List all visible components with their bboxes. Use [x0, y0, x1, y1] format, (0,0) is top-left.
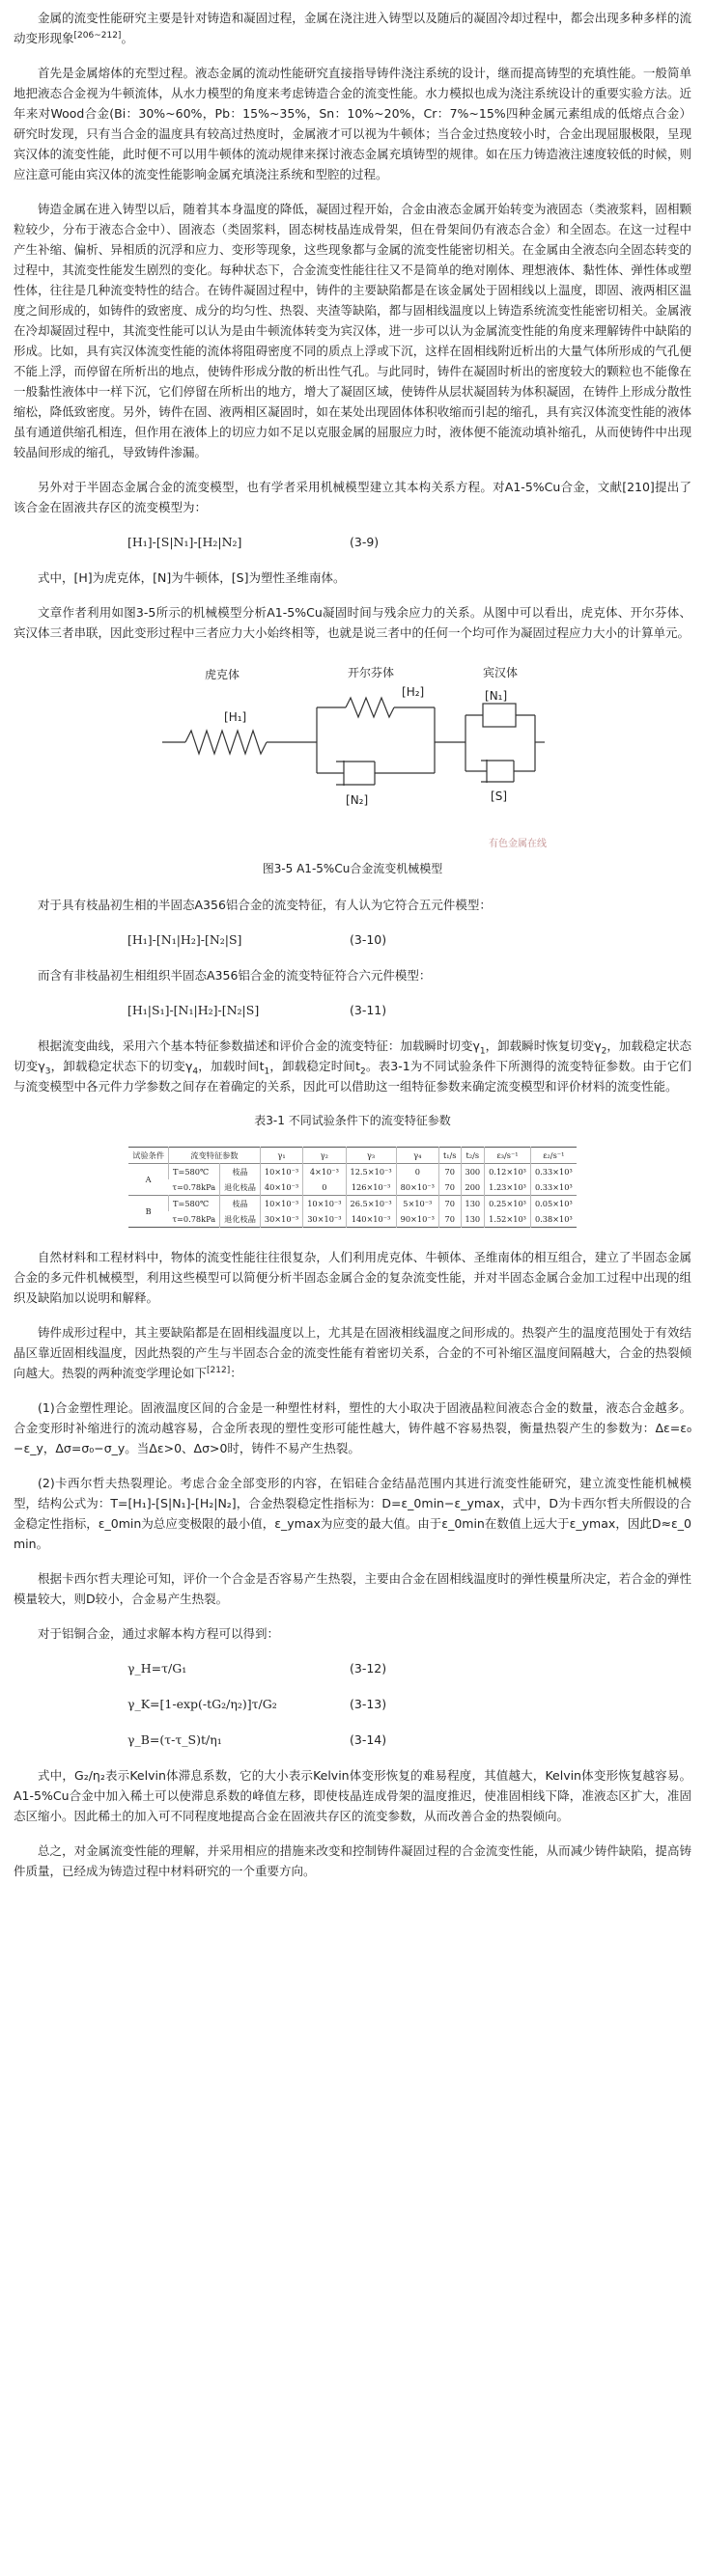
table-group-label: A [145, 1175, 152, 1184]
table-cell: 0.12×10³ [485, 1164, 531, 1180]
paragraph-filling: 首先是金属熔体的充型过程。液态金属的流动性能研究直接指导铸件浇注系统的设计，继而提高铸型的充填性能。一般简单地把液态合金视为牛顿流体，从水力模型的角度来考虑铸造合金的流变性能。水力模拟也成为浇注系统设计的重要实验方法。近年来对Wood合金(Bi：30%~60%，Pb：15%~35%，Sn：10%~20%，Cr：7%~15%四种金属元素组成的低熔点合金）研究时发现，只有当合金的温度具有较高过热度时，金属液才可以视为牛顿体；当合金过热度较小时，合金出现屈服极限，呈现宾汉体的流变性能，此时便不可以用牛顿体的流动规律来探讨液态金属充填铸型的规律。如在压力铸造液注速度较低的时候，则应注意可能由宾汉体的流变性能影响金属充填浇注系统和型腔的过程。 [14, 66, 691, 181]
formula-3-11: [H₁|S₁]-[N₁|H₂]-[N₂|S] (3-11) [127, 1003, 387, 1017]
table-cell: 300 [461, 1164, 485, 1180]
paragraph-plasticity-theory: (1)合金塑性理论。固液温度区间的合金是一种塑性材料，塑性的大小取决于固液晶粒间液态合金的数量，液态合金越多。合金变形时补缩进行的流动越容易，合金所表现的塑性变形可能性越大，铸件越不容易热裂，衡量热裂产生的参数为：Δε=ε₀−ε_y，Δσ=σ₀−σ_y。当Δε>0、Δσ>0时，铸件不易产生热裂。 [14, 1400, 691, 1455]
paragraph-elastic-modulus: 根据卡西尔哲夫理论可知，评价一个合金是否容易产生热裂，主要由合金在固相线温度时的弹性模量所决定，若合金的弹性模量较大，则D较小，合金易产生热裂。 [14, 1571, 691, 1606]
figure-watermark: 有色金属在线 [489, 839, 547, 849]
table-caption: 表3-1 不同试验条件下的流变特征参数 [254, 1114, 451, 1127]
kelvin-h2-label: [H₂] [402, 685, 425, 699]
paragraph-mechanical-model: 另外对于半固态金属合金的流变模型，也有学者采用机械模型建立其本构关系方程。对A1-5%Cu合金，文献[210]提出了该合金在固液共存区的流变模型为： [14, 480, 691, 514]
paragraph-figure-ref: 文章作者利用如图3-5所示的机械模型分析A1-5%Cu凝固时间与残余应力的关系。从图中可以看出，虎克体、开尔芬体、宾汉体三者串联，因此变形过程中三者应力大小始终相等，也就是说三者中的任何一个均可作为凝固过程应力大小的计算单元。 [14, 605, 691, 640]
formula-3-13: γ_K=[1-exp(-tG₂/η₂)]τ/G₂ (3-13) [127, 1697, 387, 1711]
table-row [128, 1179, 576, 1196]
figure-caption: 图3-5 A1-5%Cu合金流变机械模型 [262, 862, 443, 875]
table-condition: τ=0.78kPa [172, 1214, 216, 1224]
bingham-body-label: 宾汉体 [483, 666, 519, 679]
table-header-cell: ε₂/s⁻¹ [530, 1148, 576, 1164]
bingham-s-label: [S] [491, 789, 507, 803]
paragraph-kelvin-coefficient: 式中，G₂/η₂表示Kelvin体滞息系数，它的大小表示Kelvin体变形恢复的难易程度，其值越大，Kelvin体变形恢复越容易。A1-5%Cu合金中加入稀土可以使滞息系数的峰值左移，即使枝晶连成骨架的温度推迟，使准固相线下降，准液态区扩大，准固态区缩小。因此稀土的加入可不同程度地提高合金在固液共存区的流变参数，从而改善合金的热裂倾向。 [14, 1768, 691, 1823]
table-cell: 0.33×10³ [530, 1164, 576, 1180]
table-cell: 0 [396, 1164, 438, 1180]
table-cell: 5×10⁻³ [396, 1196, 438, 1212]
table-row [128, 1211, 576, 1228]
kelvin-body-label: 开尔芬体 [348, 666, 395, 679]
paragraph-parameters: 根据流变曲线，采用六个基本特征参数描述和评价合金的流变特征：加载瞬时切变$\gamma_1$，卸载瞬时恢复切变$\gamma_2$，加载稳定状态切变$\gamma_3$，卸载稳定状态下的切变$\gamma_4$，加载时间$t_1$，卸载稳定时间$t_2$。表3-1为不同试验条件下所测得的流变特征参数。由于它们与流变模型中各元件力学参数之间存在着确定的关系，因此可以借助这一组特征参数来确定流变模型和评价材料的流变性能。 [14, 1039, 691, 1094]
hooke-body-label: 虎克体 [205, 668, 240, 681]
table-header-cell: t₁/s [438, 1148, 461, 1164]
paragraph-kasirtsev-theory: (2)卡西尔哲夫热裂理论。考虑合金全部变形的内容，在铝硅合金结晶范围内其进行流变性能研究，建立流变性能机械模型，结构公式为：T=[H₁]-[S|N₁]-[H₂|N₂]，合金热裂稳定性指标为：D=ε_0min−ε_ymax，式中，D为卡西尔哲夫所假设的合金稳定性指标，ε_0min为总应变极限的最小值，ε_ymax为应变的最大值。由于ε_0min在数值上远大于ε_ymax，因此D≈ε_0min。 [14, 1476, 691, 1551]
formula-3-12: γ_H=τ/G₁ (3-12) [127, 1661, 387, 1676]
table-header-cell: γ₄ [396, 1148, 438, 1164]
table-cell: 80×10⁻³ [396, 1179, 438, 1196]
table-cell: 70 [438, 1196, 461, 1212]
table-row [128, 1164, 576, 1180]
table-cell: 30×10⁻³ [303, 1211, 346, 1228]
table-cell: 70 [438, 1164, 461, 1180]
table-cell: 40×10⁻³ [260, 1179, 302, 1196]
table-cell: 70 [438, 1211, 461, 1228]
paragraph-five-element: 对于具有枝晶初生相的半固态A356铝合金的流变特征，有人认为它符合五元件模型： [38, 898, 492, 912]
table-cell: 10×10⁻³ [260, 1196, 302, 1212]
bingham-n1-label: [N₁] [485, 689, 508, 703]
table-cell: 26.5×10⁻³ [346, 1196, 396, 1212]
table-condition: T=580℃ [169, 1196, 220, 1212]
table-row [128, 1196, 576, 1212]
paragraph-multi-element: 自然材料和工程材料中，物体的流变性能往往很复杂，人们利用虎克体、牛顿体、圣维南体的相互组合，建立了半固态金属合金的多元件机械模型，利用这些模型可以简便分析半固态金属合金的复杂流变性能，并对半固态金属合金加工过程中出现的组织及缺陷加以说明和解释。 [14, 1250, 691, 1305]
table-header-cell: ε₃/s⁻¹ [485, 1148, 531, 1164]
table-header-cell: γ₂ [303, 1148, 346, 1164]
table-cell: 0 [303, 1179, 346, 1196]
table-header-cell: γ₁ [260, 1148, 302, 1164]
table-condition: T=580℃ [169, 1164, 220, 1180]
paragraph-solidification: 铸造金属在进入铸型以后，随着其本身温度的降低，凝固过程开始，合金由液态金属开始转变为液固态（类液浆料，固相颗粒较少，分布于液态合金中）、固液态（类固浆料，固态树枝晶连成骨架，但在骨架间仍有液态合金）和全固态。在这一过程中产生补缩、偏析、异相质的沉浮和应力、变形等现象，这些现象都与金属的流变性能密切相关。在金属由全液态向全固态转变的过程中，其流变性能发生剧烈的变化。每种状态下，合金流变性能往往又不是简单的绝对刚体、理想液体、黏性体、弹性体或塑性体，往往是几种流变特性的结合。在铸件凝固过程中，铸件的主要缺陷都是在该金属处于固相线以上温度，即固、液两相区温度之间形成的，如铸件的致密度、成分的均匀性、热裂、夹渣等缺陷，都与固相线温度以上铸造系统流变性能密切相关。金属液在冷却凝固过程中，其流变性能可以认为是由牛顿流体转变为宾汉体，进一步可以认为金属流变性能的角度来理解铸件中缺陷的形成。比如，具有宾汉体流变性能的流体将阻碍密度不同的质点上浮或下沉，这样在固相线附近析出的大量气体所形成的气孔便不能上浮，而停留在所析出的地点，使铸件形成分散的析出性气孔。与此同时，铸件在凝固时析出的密度较大的颗粒也不能像在一般黏性液体中一样下沉，它们停留在所析出的地方，增大了凝固区域，使铸件从层状凝固转为体积凝固，在铸件上形成分散性缩松，降低致密度。另外，铸件在固、液两相区凝固时，如在某处出现固体体积收缩而引起的缩孔，具有宾汉体流变性能的液体虽有通道供缩孔相连，但作用在液体上的切应力如不足以克服金属的屈服应力时，液体便不能流动填补缩孔，从而使铸件中出现较晶间形成的缩孔，导致铸件渗漏。 [14, 202, 691, 459]
table-cell: 10×10⁻³ [303, 1196, 346, 1212]
table-cell: 10×10⁻³ [260, 1164, 302, 1180]
table-header-cell: 流变特征参数 [169, 1148, 261, 1164]
paragraph-al-cu-solution: 对于铝铜合金，通过求解本构方程可以得到： [38, 1626, 280, 1641]
table-cell: 枝晶 [220, 1196, 261, 1212]
table-cell: 0.25×10³ [485, 1196, 531, 1212]
table-cell: 30×10⁻³ [260, 1211, 302, 1228]
table-cell: 126×10⁻³ [346, 1179, 396, 1196]
formula-3-10: [H₁]-[N₁|H₂]-[N₂|S] (3-10) [127, 932, 387, 947]
table-cell: 1.52×10³ [485, 1211, 531, 1228]
paragraph-intro: 金属的流变性能研究主要是针对铸造和凝固过程，金属在浇注进入铸型以及随后的凝固冷却过程中，都会出现多种多样的流动变形现象[206~212]。 [14, 11, 691, 45]
table-cell: 0.38×10³ [530, 1211, 576, 1228]
table-cell: 90×10⁻³ [396, 1211, 438, 1228]
paragraph-six-element: 而含有非枝晶初生相组织半固态A356铝合金的流变特征符合六元件模型： [38, 968, 432, 983]
table-cell: 退化枝晶 [220, 1211, 261, 1228]
table-cell: 退化枝晶 [220, 1179, 261, 1196]
table-condition: τ=0.78kPa [172, 1182, 216, 1192]
table-header-cell: γ₃ [346, 1148, 396, 1164]
table-cell: 1.23×10³ [485, 1179, 531, 1196]
table-header-row [128, 1148, 576, 1164]
table-cell: 130 [461, 1211, 485, 1228]
rheology-parameter-table [128, 1147, 576, 1228]
mechanical-model-figure [14, 657, 691, 879]
table-cell: 140×10⁻³ [346, 1211, 396, 1228]
table-cell: 0.33×10³ [530, 1179, 576, 1196]
paragraph-legend-elements: 式中，[H]为虎克体，[N]为牛顿体，[S]为塑性圣维南体。 [38, 570, 346, 585]
hooke-h1-label: [H₁] [224, 710, 247, 724]
table-cell: 枝晶 [220, 1164, 261, 1180]
table-cell: 200 [461, 1179, 485, 1196]
table-header-cell: 试验条件 [132, 1150, 165, 1160]
table-cell: 130 [461, 1196, 485, 1212]
table-cell: 70 [438, 1179, 461, 1196]
formula-3-14: γ_B=(τ-τ_S)t/η₁ (3-14) [127, 1732, 387, 1747]
mechanical-model-diagram [155, 657, 550, 855]
table-cell: 4×10⁻³ [303, 1164, 346, 1180]
paragraph-summary: 总之，对金属流变性能的理解，并采用相应的措施来改变和控制铸件凝固过程的合金流变性能，从而减少铸件缺陷，提高铸件质量，已经成为铸造过程中材料研究的一个重要方向。 [14, 1843, 691, 1878]
table-header-cell: t₂/s [461, 1148, 485, 1164]
kelvin-n2-label: [N₂] [346, 793, 369, 807]
paragraph-hot-tearing: 铸件成形过程中，其主要缺陷都是在固相线温度以上，尤其是在固液相线温度之间形成的。热裂产生的温度范围处于有效结晶区靠近固相线温度，因此热裂的产生与半固态合金的流变性能有着密切关系，合金的不可补缩区温度间隔越大，合金的热裂倾向越大。热裂的两种流变学理论如下[212]： [14, 1325, 691, 1380]
table-group-label: B [145, 1206, 152, 1216]
table-cell: 12.5×10⁻³ [346, 1164, 396, 1180]
formula-3-9: [H₁]-[S|N₁]-[H₂|N₂] (3-9) [127, 535, 380, 549]
table-cell: 0.05×10³ [530, 1196, 576, 1212]
